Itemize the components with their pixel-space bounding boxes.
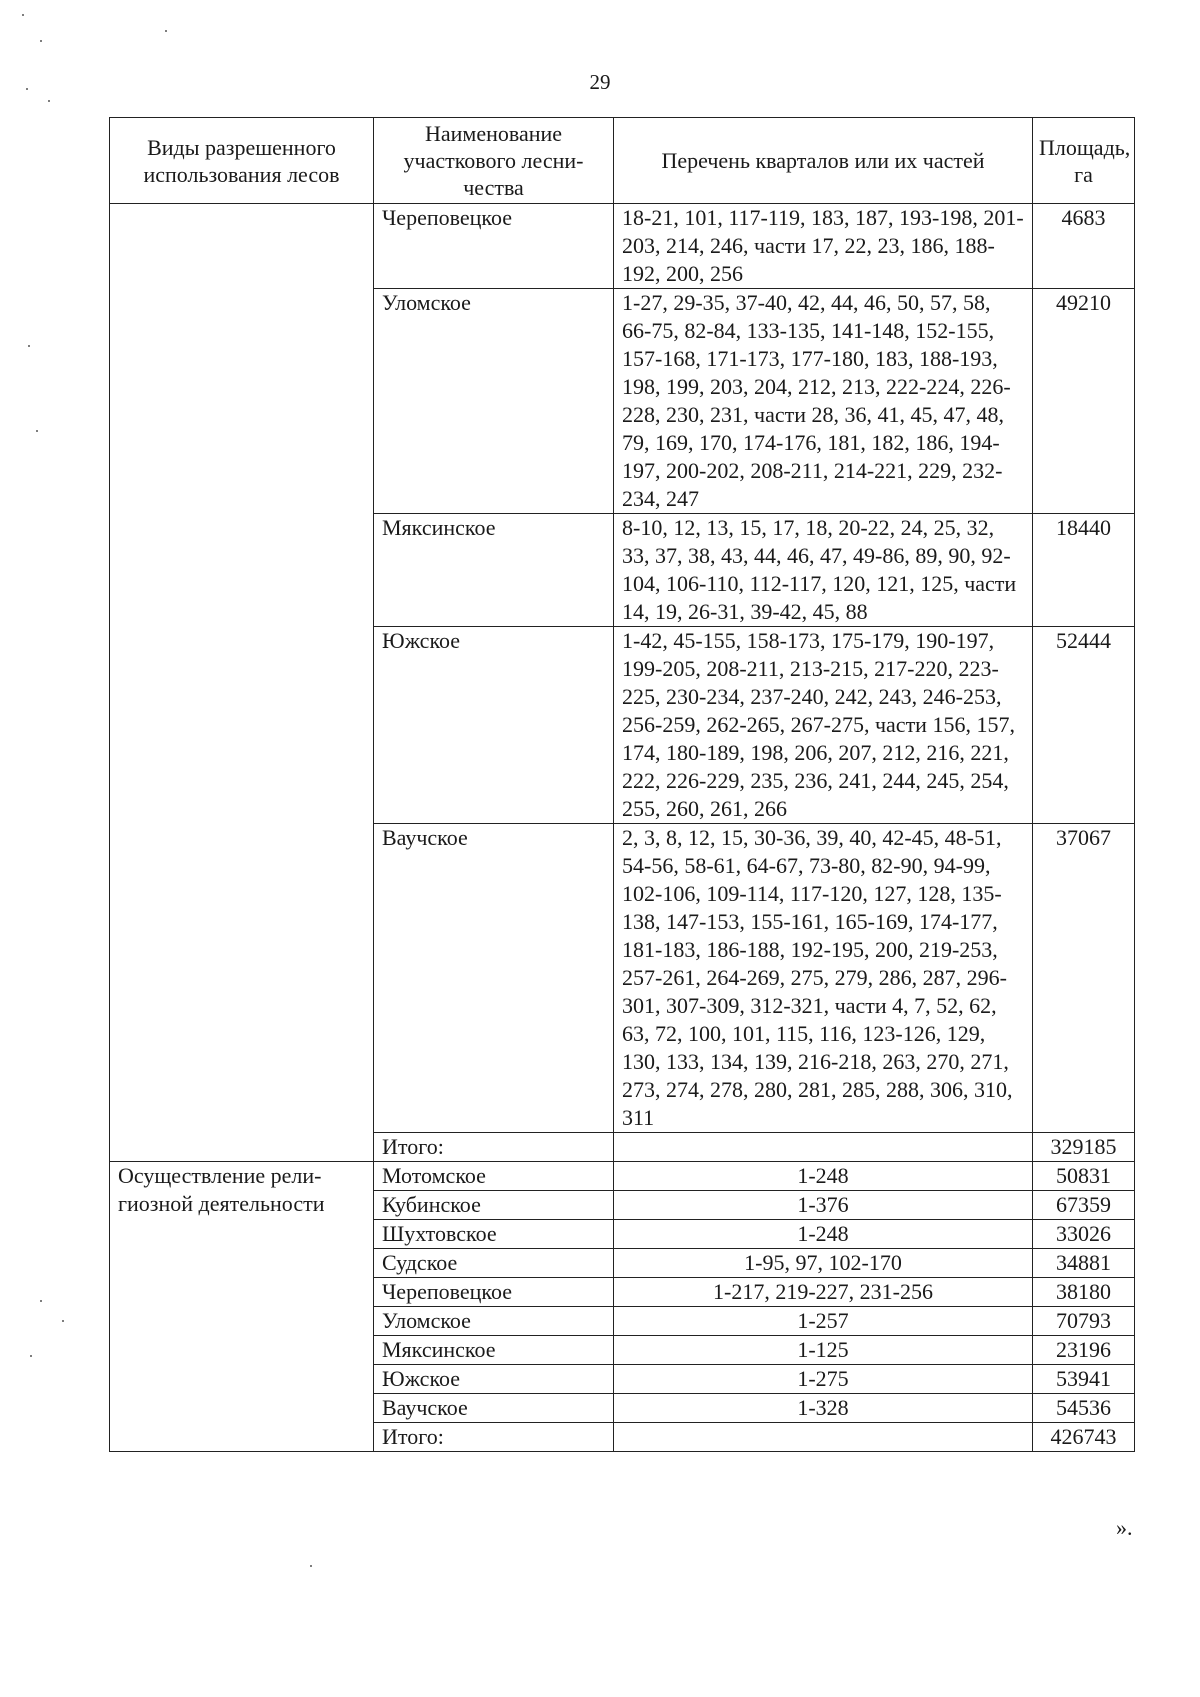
quarters-list: 18-21, 101, 117-119, 183, 187, 193-198, 201-203, 214, 246, части 17, 22, 23, 186, 188-192, 200, 256	[614, 204, 1033, 289]
page-number: 29	[589, 70, 611, 94]
total-quarters-empty	[614, 1133, 1033, 1162]
area-value: 34881	[1033, 1249, 1135, 1278]
total-label: Итого:	[374, 1133, 614, 1162]
scan-speck	[28, 345, 30, 347]
use-type-cell-empty	[110, 204, 374, 1162]
forestry-name: Шухтовское	[374, 1220, 614, 1249]
total-area: 426743	[1033, 1423, 1135, 1452]
closing-quote: ».	[1116, 1515, 1133, 1540]
area-value: 50831	[1033, 1162, 1135, 1191]
quarters-list: 1-217, 219-227, 231-256	[614, 1278, 1033, 1307]
forestry-name: Мяксинское	[374, 1336, 614, 1365]
header-area: Площадь, га	[1033, 118, 1135, 204]
table-row	[110, 204, 1135, 289]
quarters-list: 1-257	[614, 1307, 1033, 1336]
area-value: 37067	[1033, 824, 1135, 1133]
area-value: 23196	[1033, 1336, 1135, 1365]
area-value: 49210	[1033, 289, 1135, 514]
scan-speck	[62, 1320, 64, 1322]
area-value: 53941	[1033, 1365, 1135, 1394]
quarters-list: 2, 3, 8, 12, 15, 30-36, 39, 40, 42-45, 48-51, 54-56, 58-61, 64-67, 73-80, 82-90, 94-99, 102-106, 109-114, 117-120, 127, 128, 135-138, 147-153, 155-161, 165-169, 174-177, 181-183, 186-188, 192-195, 200, 219-253, 257-261, 264-269, 275, 279, 286, 287, 296-301, 307-309, 312-321, части 4, 7, 52, 62, 63, 72, 100, 101, 115, 116, 123-126, 129, 130, 133, 134, 139, 216-218, 263, 270, 271, 273, 274, 278, 280, 281, 285, 288, 306, 310, 311	[614, 824, 1033, 1133]
quarters-list: 1-95, 97, 102-170	[614, 1249, 1033, 1278]
header-use-type: Виды разрешенного использования лесов	[110, 118, 374, 204]
forestry-name: Ваучское	[374, 1394, 614, 1423]
forestry-name: Южское	[374, 627, 614, 824]
forestry-name: Череповецкое	[374, 1278, 614, 1307]
scan-speck	[26, 88, 28, 90]
quarters-list: 1-248	[614, 1220, 1033, 1249]
table-row	[110, 1162, 1135, 1191]
forestry-name: Уломское	[374, 1307, 614, 1336]
forest-use-table	[109, 117, 1135, 1452]
table-header-row	[110, 118, 1135, 204]
quarters-list: 1-248	[614, 1162, 1033, 1191]
scan-speck	[48, 100, 50, 102]
area-value: 18440	[1033, 514, 1135, 627]
use-type-religious: Осуществление рели-гиозной деятельности	[110, 1162, 374, 1452]
quarters-list: 1-328	[614, 1394, 1033, 1423]
area-value: 54536	[1033, 1394, 1135, 1423]
quarters-list: 8-10, 12, 13, 15, 17, 18, 20-22, 24, 25, 32, 33, 37, 38, 43, 44, 46, 47, 49-86, 89, 90, 92-104, 106-110, 112-117, 120, 121, 125, части 14, 19, 26-31, 39-42, 45, 88	[614, 514, 1033, 627]
quarters-list: 1-42, 45-155, 158-173, 175-179, 190-197, 199-205, 208-211, 213-215, 217-220, 223-225, 230-234, 237-240, 242, 243, 246-253, 256-259, 262-265, 267-275, части 156, 157, 174, 180-189, 198, 206, 207, 212, 216, 221, 222, 226-229, 235, 236, 241, 244, 245, 254, 255, 260, 261, 266	[614, 627, 1033, 824]
forestry-name: Мяксинское	[374, 514, 614, 627]
area-value: 4683	[1033, 204, 1135, 289]
scan-speck	[30, 1355, 32, 1357]
scan-speck	[310, 1565, 312, 1567]
header-quarters: Перечень кварталов или их частей	[614, 118, 1033, 204]
total-area: 329185	[1033, 1133, 1135, 1162]
quarters-list: 1-275	[614, 1365, 1033, 1394]
forestry-name: Южское	[374, 1365, 614, 1394]
area-value: 33026	[1033, 1220, 1135, 1249]
area-value: 38180	[1033, 1278, 1135, 1307]
scan-speck	[36, 430, 38, 432]
quarters-list: 1-27, 29-35, 37-40, 42, 44, 46, 50, 57, 58, 66-75, 82-84, 133-135, 141-148, 152-155, 157-168, 171-173, 177-180, 183, 188-193, 198, 199, 203, 204, 212, 213, 222-224, 226-228, 230, 231, части 28, 36, 41, 45, 47, 48, 79, 169, 170, 174-176, 181, 182, 186, 194-197, 200-202, 208-211, 214-221, 229, 232-234, 247	[614, 289, 1033, 514]
scan-speck	[40, 1300, 42, 1302]
total-label: Итого:	[374, 1423, 614, 1452]
forestry-name: Уломское	[374, 289, 614, 514]
scan-speck	[40, 40, 42, 42]
header-forestry-name: Наименование участкового лесни-чества	[374, 118, 614, 204]
forestry-name: Ваучское	[374, 824, 614, 1133]
scan-speck	[165, 30, 167, 32]
area-value: 67359	[1033, 1191, 1135, 1220]
forestry-name: Мотомское	[374, 1162, 614, 1191]
area-value: 52444	[1033, 627, 1135, 824]
area-value: 70793	[1033, 1307, 1135, 1336]
forestry-name: Кубинское	[374, 1191, 614, 1220]
forestry-name: Судское	[374, 1249, 614, 1278]
forestry-name: Череповецкое	[374, 204, 614, 289]
quarters-list: 1-125	[614, 1336, 1033, 1365]
total-quarters-empty	[614, 1423, 1033, 1452]
quarters-list: 1-376	[614, 1191, 1033, 1220]
scan-speck	[22, 14, 24, 16]
